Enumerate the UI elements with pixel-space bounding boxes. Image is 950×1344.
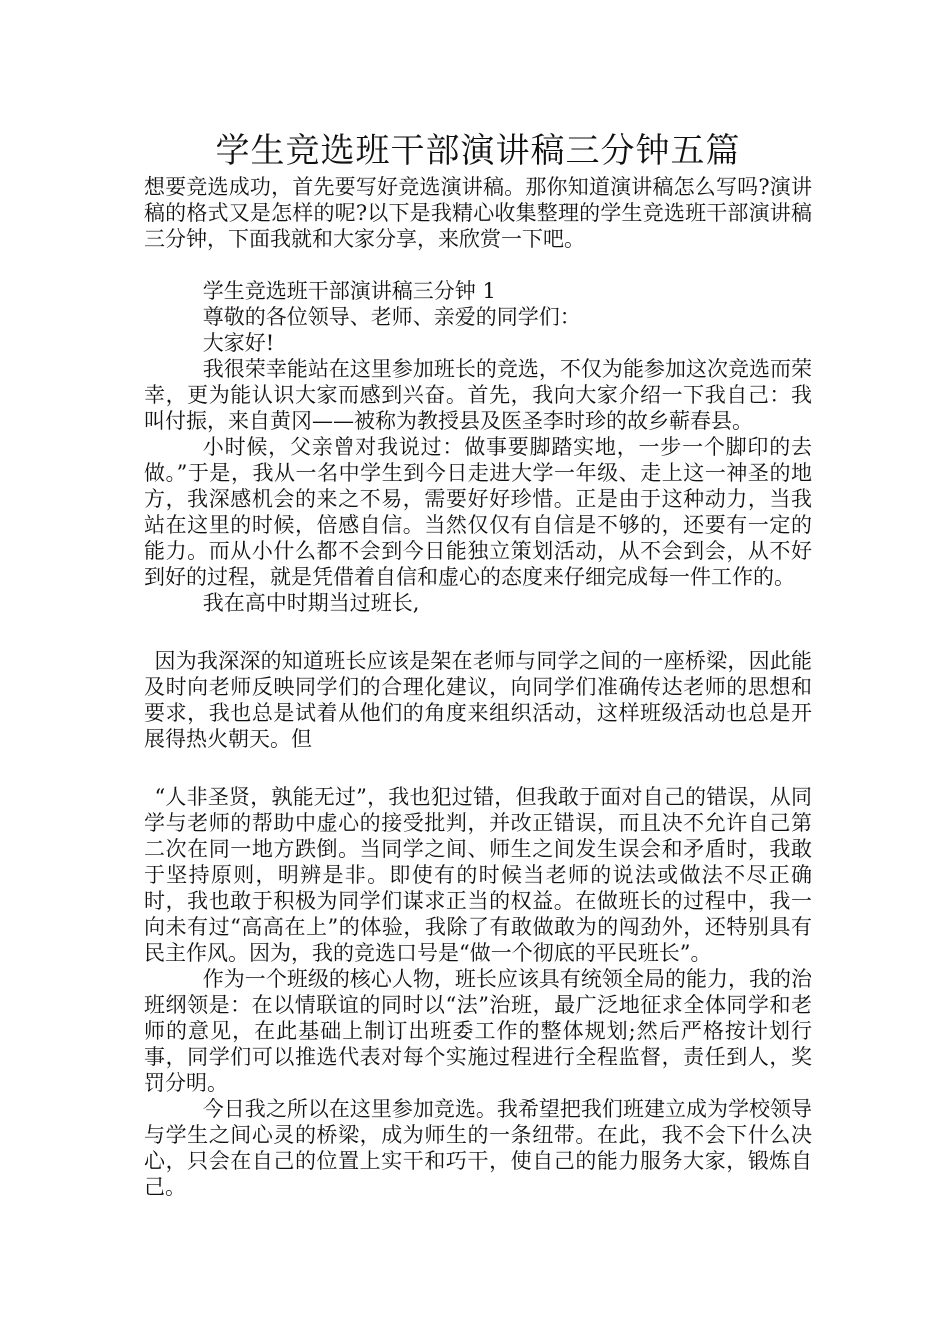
body-paragraph-6: 作为一个班级的核心人物，班长应该具有统领全局的能力，我的治班纲领是：在以情联谊的同时以“法”治班，最广泛地征求全体同学和老师的意见，在此基础上制订出班委工作的整体规划;然后严格按计划行事，同学们可以推选代表对每个实施过程进行全程监督，责任到人，奖罚分明。 <box>144 967 812 1095</box>
body-paragraph-5: “人非圣贤，孰能无过”，我也犯过错，但我敢于面对自己的错误，从同学与老师的帮助中虚心的接受批判，并改正错误，而且决不允许自己第二次在同一地方跌倒。当同学之间、师生之间发生误会和矛盾时，我敢于坚持原则，明辨是非。即使有的时候当老师的说法或做法不尽正确时，我也敢于积极为同学们谋求正当的权益。在做班长的过程中，我一向未有过“高高在上”的体验，我除了有敢做敢为的闯劲外，还特别具有民主作风。因为，我的竞选口号是“做一个彻底的平民班长”。 <box>144 785 812 965</box>
spacer <box>144 616 812 648</box>
document-title: 学生竞选班干部演讲稿三分钟五篇 <box>215 131 741 171</box>
section-heading: 学生竞选班干部演讲稿三分钟 1 <box>202 279 496 303</box>
body-paragraph-1: 我很荣幸能站在这里参加班长的竞选，不仅为能参加这次竞选而荣幸，更为能认识大家而感到兴奋。首先，我向大家介绍一下我自己：我叫付振，来自黄冈——被称为教授县及医圣李时珍的故乡蕲春县。 <box>144 357 812 433</box>
intro-paragraph: 想要竞选成功，首先要写好竞选演讲稿。那你知道演讲稿怎么写吗?演讲稿的格式又是怎样的呢?以下是我精心收集整理的学生竞选班干部演讲稿三分钟，下面我就和大家分享，来欣赏一下吧。 <box>144 175 812 251</box>
body-paragraph-3: 我在高中时期当过班长, <box>202 591 420 615</box>
body-paragraph-4: 因为我深深的知道班长应该是架在老师与同学之间的一座桥梁，因此能及时向老师反映同学们的合理化建议，向同学们准确传达老师的思想和要求，我也总是试着从他们的角度来组织活动，这样班级活动也总是开展得热火朝天。但 <box>144 649 812 751</box>
document-page <box>144 128 812 1200</box>
spacer <box>144 252 812 278</box>
greeting: 大家好! <box>202 331 275 355</box>
body-paragraph-2: 小时候，父亲曾对我说过：做事要脚踏实地，一步一个脚印的去做。”于是，我从一名中学生到今日走进大学一年级、走上这一神圣的地方，我深感机会的来之不易，需要好好珍惜。正是由于这种动力，当我站在这里的时候，倍感自信。当然仅仅有自信是不够的，还要有一定的能力。而从小什么都不会到今日能独立策划活动，从不会到会，从不好到好的过程，就是凭借着自信和虚心的态度来仔细完成每一件工作的。 <box>144 435 812 589</box>
body-paragraph-7: 今日我之所以在这里参加竞选。我希望把我们班建立成为学校领导与学生之间心灵的桥梁，成为师生的一条纽带。在此，我不会下什么决心，只会在自己的位置上实干和巧干，使自己的能力服务大家，锻炼自己。 <box>144 1097 812 1199</box>
spacer <box>144 752 812 784</box>
salutation: 尊敬的各位领导、老师、亲爱的同学们： <box>202 305 581 329</box>
